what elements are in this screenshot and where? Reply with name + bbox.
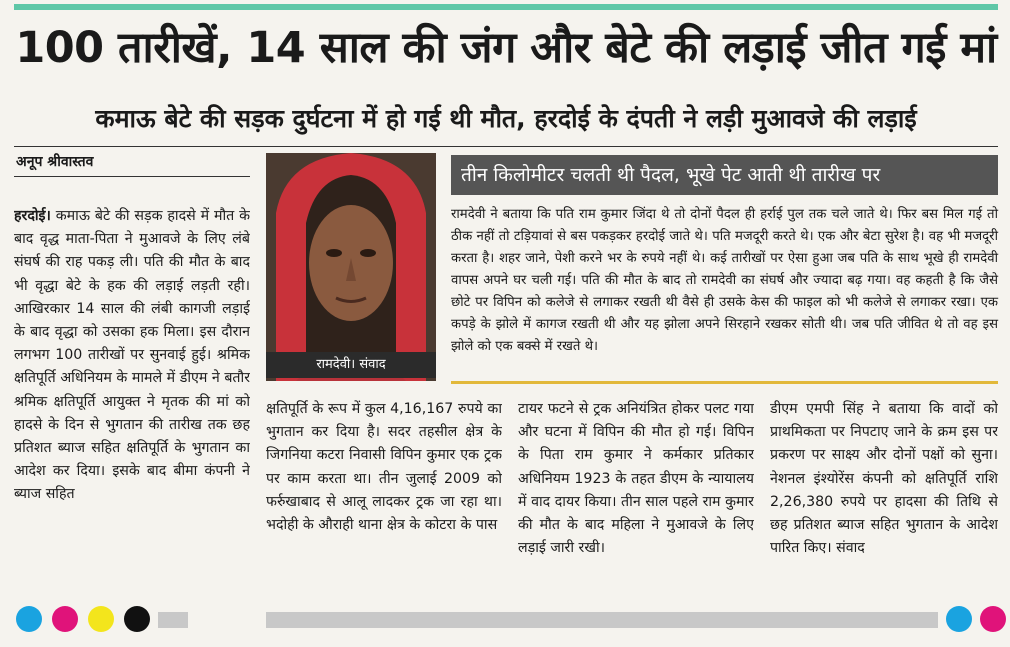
cyan-registration-dot xyxy=(16,606,42,632)
photo-caption: रामदेवी। संवाद xyxy=(266,352,436,378)
byline: अनूप श्रीवास्तव xyxy=(16,154,94,170)
black-registration-dot xyxy=(124,606,150,632)
byline-divider xyxy=(14,176,250,177)
column-1-text: कमाऊ बेटे की सड़क हादसे में मौत के बाद वृद्ध माता-पिता ने मुआवजे के लिए लंबे संघर्ष की राह पकड़ ली। पति की मौत के बाद भी वृद्धा बेटे के हक की लड़ाई लड़ती रही। आखिरकार 14 साल की लंबी कागजी लड़ाई के बाद वृद्धा को उसका हक मिला। इस दौरान लगभग 100 तारीखों पर सुनवाई हुई। श्रमिक क्षतिपूर्ति अधिनियम के मामले में डीएम ने बतौर श्रमिक क्षतिपूर्ति आयुक्त ने मृतक की मां को हादसे के दिन से भुगतान की तारीख तक छह प्रतिशत ब्याज सहित क्षतिपूर्ति के भुगतान का आदेश कर दिया। इसके बाद बीमा कंपनी ने ब्याज सहित xyxy=(14,208,250,503)
magenta-registration-dot xyxy=(52,606,78,632)
sidebar-text: रामदेवी ने बताया कि पति राम कुमार जिंदा थे तो दोनों पैदल ही हर्राई पुल तक चले जाते थे। फिर बस मिल गई तो ठीक नहीं तो टड़ियावां से बस पकड़कर हरदोई जाते थे। पति मजदूरी करते थे। एक और बेटा सुरेश है। वह भी मजदूरी करता है। शहर जाने, पेशी करने भर के रुपये नहीं थे। कई तारीखों पर ऐसा हुआ जब पति के साथ भूखे ही रामदेवी वापस अपने घर चली गई। पति की मौत के बाद तो रामदेवी का संघर्ष और ज्यादा बढ़ गया। वह कहती है कि जैसे छोटे पर विपिन को कलेजे से लगाकर रखती थी वैसे ही उसके केस की फाइल को भी कलेजे से लगाकर रखा। एक कपड़े के झोले में कागज रखती थी और यह झोला अपने सिरहाने रखकर सोती थी। जब पति जीवित थे तो वह इस झोले को एक बक्से में रखते थे। xyxy=(451,207,998,354)
article-column-3: टायर फटने से ट्रक अनियंत्रित होकर पलट गया और घटना में विपिन की मौत हो गई। विपिन के पिता राम कुमार ने कर्मकार प्रतिकार अधिनियम 1923 के तहत डीएम के न्यायालय में वाद दायर किया। तीन साल पहले राम कुमार की मौत के बाद महिला ने मुआवजे के लिए लड़ाई जारी रखी। xyxy=(518,401,754,557)
dateline: हरदोई। xyxy=(14,208,51,224)
article-column-4: डीएम एमपी सिंह ने बताया कि वादों को प्राथमिकता पर निपटाए जाने के क्रम इस पर प्रकरण पर साक्ष्य और दोनों पक्षों को सुना। नेशनल इंश्योरेंस कंपनी को क्षतिपूर्ति राशि 2,26,380 रुपये पर हादसा की तिथि से छह प्रतिशत ब्याज सहित भुगतान के आदेश पारित किए। संवाद xyxy=(770,401,998,557)
headline: 100 तारीखें, 14 साल की जंग और बेटे की लड़ाई जीत गई मां xyxy=(15,23,997,73)
top-accent-bar xyxy=(14,4,998,10)
magenta-registration-dot-right xyxy=(980,606,1006,632)
article-column-2: क्षतिपूर्ति के रूप में कुल 4,16,167 रुपये का भुगतान कर दिया है। सदर तहसील क्षेत्र के जिगनिया कटरा निवासी विपिन कुमार एक ट्रक पर काम करता था। तीन जुलाई 2009 को फर्रुखाबाद से आलू लादकर ट्रक जा रहा था। भदोही के औराही थाना क्षेत्र के कोटरा के पास xyxy=(266,401,502,534)
sidebar-title: तीन किलोमीटर चलती थी पैदल, भूखे पेट आती थी तारीख पर xyxy=(451,155,998,195)
cyan-registration-dot-right xyxy=(946,606,972,632)
header-divider xyxy=(14,146,998,147)
gray-strip-main xyxy=(266,612,938,628)
article-column-1 xyxy=(14,205,250,599)
subheadline: कमाऊ बेटे की सड़क दुर्घटना में हो गई थी मौत, हरदोई के दंपती ने लड़ी मुआवजे की लड़ाई xyxy=(95,104,917,133)
portrait-photo-icon xyxy=(266,153,436,381)
gray-strip-left xyxy=(158,612,188,628)
yellow-registration-dot xyxy=(88,606,114,632)
sidebar-divider xyxy=(451,381,998,384)
